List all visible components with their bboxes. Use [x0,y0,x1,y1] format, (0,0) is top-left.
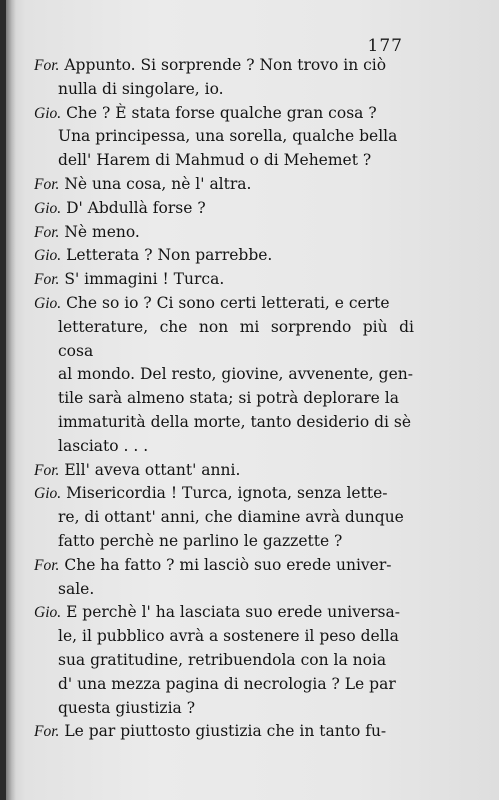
speech-line [34,601,414,720]
page-gutter-shadow [6,0,16,800]
speech-text: Che so io ? Ci sono certi letterati, e certe letterature, che non mi sorprendo più di cosa al mondo. Del resto, giovine, avvenente, gen- tile sarà almeno stata; si potrà deplorare la immaturità della morte, tanto desiderio di sè lasciato . . . [58,293,414,455]
speech-text: D' Abdullà forse ? [66,198,206,217]
speech-text: Ell' aveva ottant' anni. [64,460,241,479]
speech-line [34,244,414,268]
speaker-label: For. [34,723,60,741]
speech-line [34,173,414,197]
speech-line [34,197,414,221]
speaker-label: For. [34,271,60,289]
speech-line [34,268,414,292]
speaker-label: Gio. [34,247,62,265]
book-page [6,0,499,800]
speaker-label: For. [34,556,60,574]
speech-text: Nè una cosa, nè l' altra. [64,174,252,193]
speaker-label: For. [34,223,60,241]
speaker-label: For. [34,461,60,479]
speaker-label: Gio. [34,604,62,622]
speaker-label: Gio. [34,485,62,503]
speech-line [34,554,414,602]
speech-line [34,54,414,102]
speech-text: Letterata ? Non parrebbe. [66,246,273,265]
speech-line [34,482,414,553]
speech-text: Appunto. Si sorprende ? Non trovo in ciò nulla di singolare, io. [58,56,387,98]
speech-text: S' immagini ! Turca. [64,270,225,289]
speech-text: Misericordia ! Turca, ignota, senza lette- re, di ottant' anni, che diamine avrà dunque fatto perchè ne parlino le gazzette ? [58,484,404,550]
speech-text: E perchè l' ha lasciata suo erede universa- le, il pubblico avrà a sostenere il peso della sua gratitudine, retribuendola con la noia d' una mezza pagina di necrologia ? Le par questa giustizia ? [58,603,400,717]
speech-line [34,292,414,459]
speaker-label: Gio. [34,104,62,122]
speech-line [34,459,414,483]
speaker-label: Gio. [34,294,62,312]
page-number: 177 [367,36,403,56]
speaker-label: For. [34,57,60,74]
speech-text: Che ha fatto ? mi lasciò suo erede univer- sale. [58,555,392,598]
dialogue-text [34,54,414,744]
speech-text: Le par piuttosto giustizia che in tanto fu- [64,722,387,741]
speech-line [34,221,414,245]
speaker-label: For. [34,175,60,193]
speech-line [34,720,414,744]
speech-text: Che ? È stata forse qualche gran cosa ? Una principessa, una sorella, qualche bella dell' Harem di Mahmud o di Mehemet ? [58,103,398,170]
speech-text: Nè meno. [64,222,140,241]
speaker-label: Gio. [34,199,62,217]
speech-line [34,102,414,173]
